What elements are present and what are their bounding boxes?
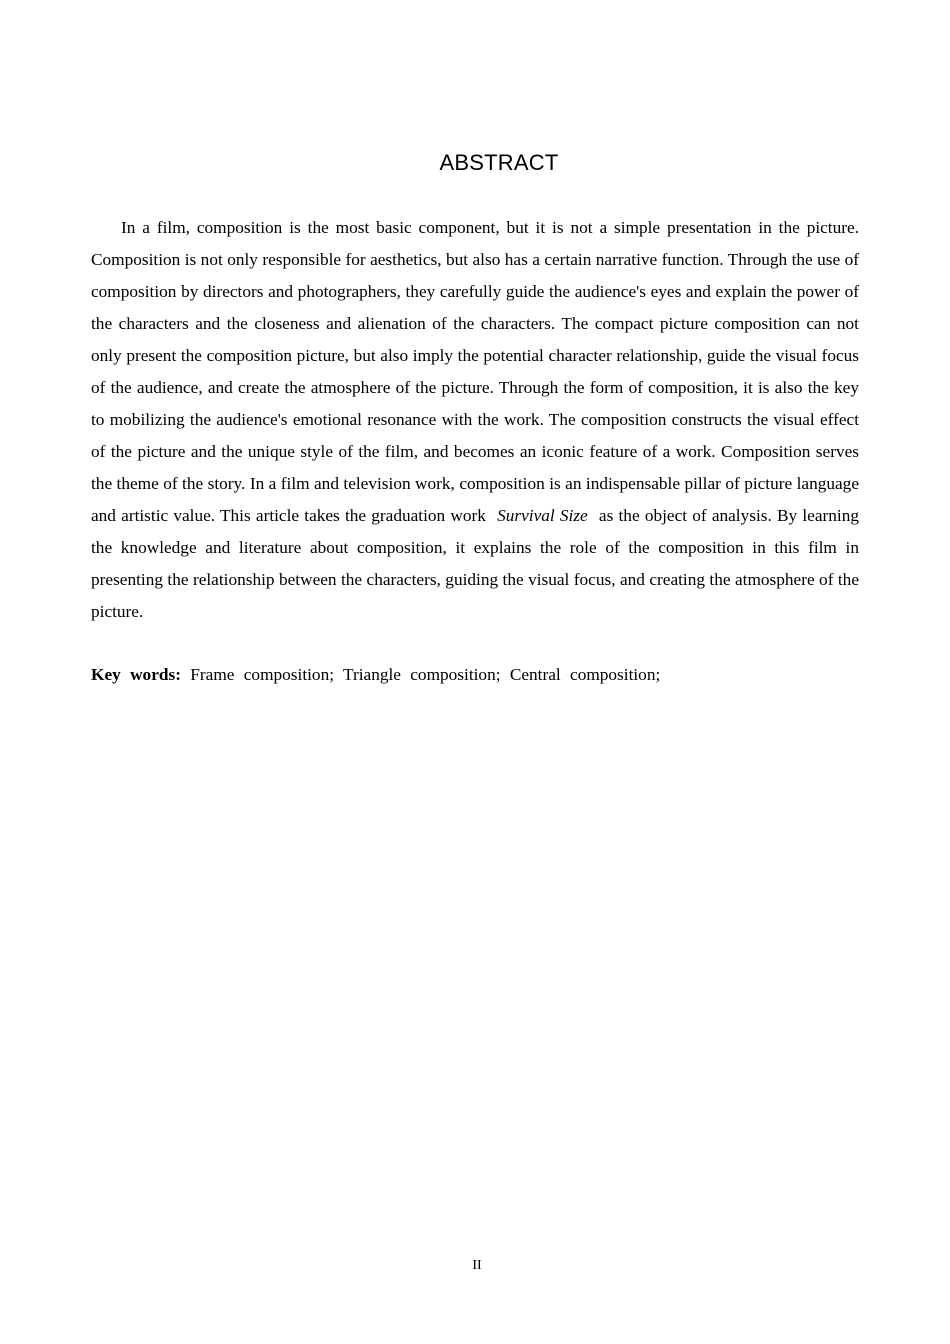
- abstract-text-part-2: as the object of analysis. By learning the knowledge and literature about composition, it explains the role of the composition in this film in presenting the relationship between the characters, guiding the visual focus, and creating the atmosphere of the picture.: [91, 506, 859, 621]
- abstract-paragraph: [91, 212, 859, 628]
- page-number: II: [472, 1258, 482, 1273]
- keywords-label: Key words:: [91, 665, 181, 684]
- abstract-heading: ABSTRACT: [439, 150, 559, 175]
- keywords-line: [91, 659, 859, 691]
- film-title: Survival Size: [497, 506, 588, 525]
- abstract-text-part-1: In a film, composition is the most basic component, but it is not a simple presentation in the picture. Composition is not only responsible for aesthetics, but also has a certain narrative function. Through the use of composition by directors and photographers, they carefully guide the audience's eyes and explain the power of the characters and the closeness and alienation of the characters. The compact picture composition can not only present the composition picture, but also imply the potential character relationship, guide the visual focus of the audience, and create the atmosphere of the picture. Through the form of composition, it is also the key to mobilizing the audience's emotional resonance with the work. The composition constructs the visual effect of the picture and the unique style of the film, and becomes an iconic feature of a work. Composition serves the theme of the story. In a film and television work, composition is an indispensable pillar of picture language and artistic value. This article takes the graduation work: [91, 218, 859, 525]
- keywords-list: Frame composition; Triangle composition; Central composition;: [190, 665, 661, 684]
